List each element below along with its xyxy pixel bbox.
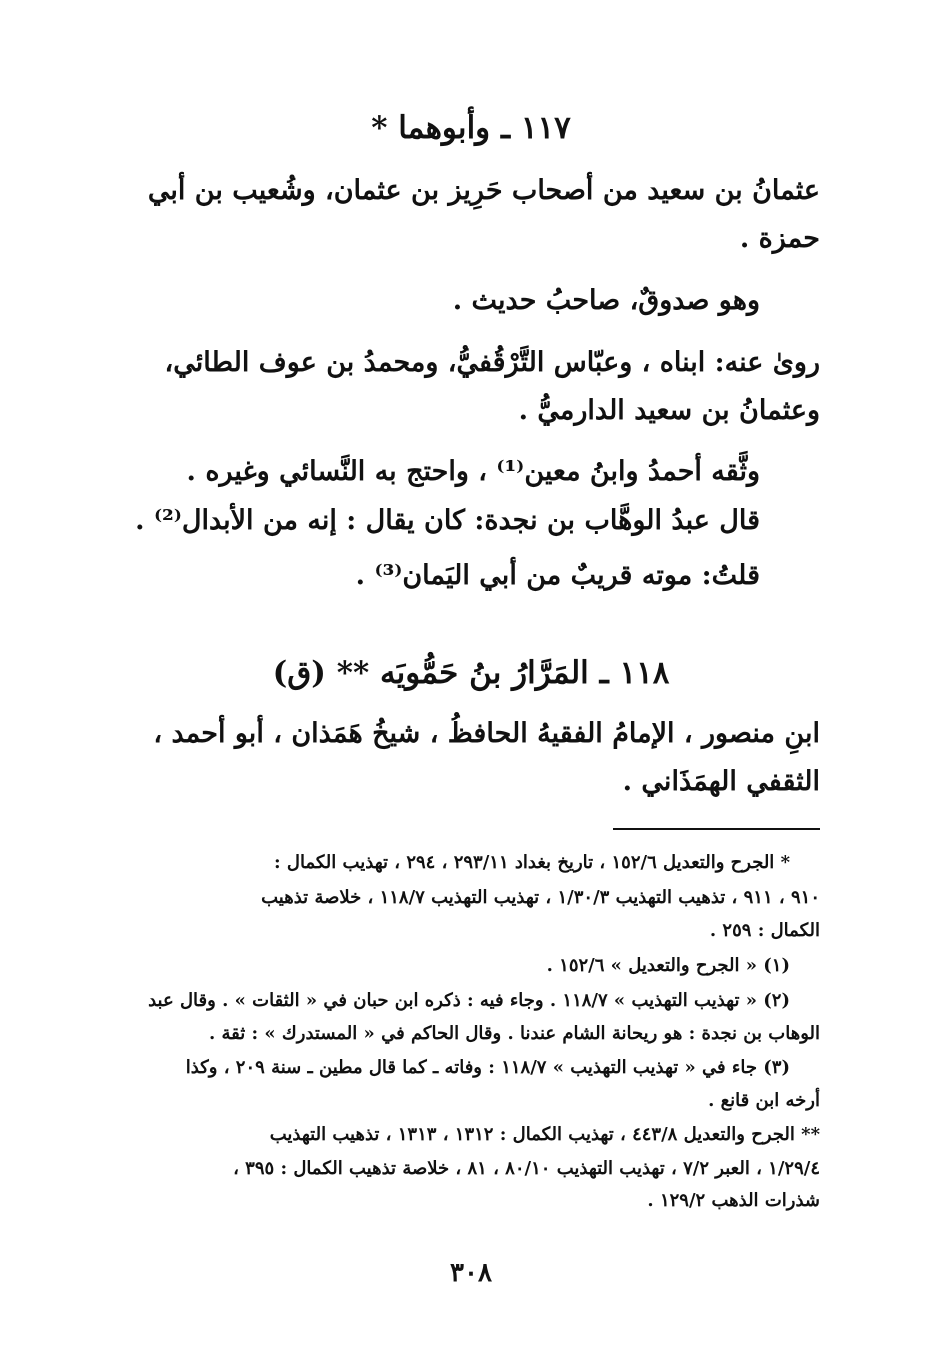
footnote-line-7: (٣) جاء في « تهذيب التهذيب » ١١٨/٧ : وفاته ـ كما قال مطين ـ سنة ٢٠٩ ، وكذا bbox=[185, 1057, 790, 1078]
entry-117-line-1: عثمانُ بن سعيد من أصحاب حَرِيز بن عثمان، وشُعيب بن أبي bbox=[147, 175, 820, 206]
entry-117-line-6: وثَّقه أحمدُ وابنُ معين⁽¹⁾ ، واحتج به النَّسائي وغيره . bbox=[186, 456, 760, 487]
entry-117-line-8: قلتُ: موته قريبٌ من أبي اليَمان⁽³⁾ . bbox=[355, 560, 760, 591]
footnote-line-6: الوهاب بن نجدة : هو ريحانة الشام عندنا . وقال الحاكم في « المستدرك » : ثقة . bbox=[208, 1023, 820, 1044]
entry-118-line-2: الثقفي الهمَذَاني . bbox=[622, 766, 820, 797]
footnote-line-4: (١) « الجرح والتعديل » ١٥٢/٦ . bbox=[546, 955, 790, 976]
footnote-line-8: أرخه ابن قانع . bbox=[708, 1090, 820, 1111]
footnote-line-1: * الجرح والتعديل ١٥٢/٦ ، تاريخ بغداد ٢٩٣/١١ ، ٢٩٤ ، تهذيب الكمال : bbox=[273, 852, 790, 873]
entry-118-line-1: ابنِ منصور ، الإمامُ الفقيهُ الحافظُ ، شيخُ هَمَذان ، أبو أحمد ، bbox=[153, 718, 820, 749]
footnote-line-3: الكمال : ٢٥٩ . bbox=[709, 920, 820, 941]
entry-117-line-4: روىٰ عنه: ابناه ، وعبّاس التَّرْقُفيُّ، ومحمدُ بن عوف الطائي، bbox=[164, 347, 820, 378]
entry-118-heading: ١١٨ ـ المَرَّارُ بنُ حَمُّويَه ** (ق) bbox=[272, 655, 670, 691]
footnote-line-9: ** الجرح والتعديل ٤٤٣/٨ ، تهذيب الكمال : ١٣١٢ ، ١٣١٣ ، تذهيب التهذيب bbox=[269, 1124, 820, 1145]
footnote-line-2: ٩١٠ ، ٩١١ ، تذهيب التهذيب ١/٣٠/٣ ، تهذيب التهذيب ١١٨/٧ ، خلاصة تذهيب bbox=[261, 887, 820, 908]
page-number: ٣٠٨ bbox=[450, 1258, 492, 1288]
footnote-line-10: ١/٢٩/٤ ، العبر ٧/٢ ، تهذيب التهذيب ٨٠/١٠ ، ٨١ ، خلاصة تذهيب الكمال : ٣٩٥ ، bbox=[233, 1158, 820, 1179]
entry-117-line-2: حمزة . bbox=[739, 223, 820, 254]
entry-117-line-7: قال عبدُ الوهَّاب بن نجدة: كان يقال : إنه من الأبدال⁽²⁾ . bbox=[135, 505, 760, 536]
footnote-separator bbox=[613, 828, 820, 830]
entry-117-line-5: وعثمانُ بن سعيد الدارميُّ . bbox=[518, 395, 820, 426]
footnote-line-5: (٢) « تهذيب التهذيب » ١١٨/٧ . وجاء فيه : ذكره ابن حبان في « الثقات » . وقال عبد bbox=[148, 990, 790, 1011]
entry-117-heading: ١١٧ ـ وأبوهما * bbox=[371, 110, 571, 146]
entry-117-line-3: وهو صدوقٌ، صاحبُ حديث . bbox=[452, 285, 760, 316]
footnote-line-11: شذرات الذهب ١٢٩/٢ . bbox=[647, 1190, 820, 1211]
